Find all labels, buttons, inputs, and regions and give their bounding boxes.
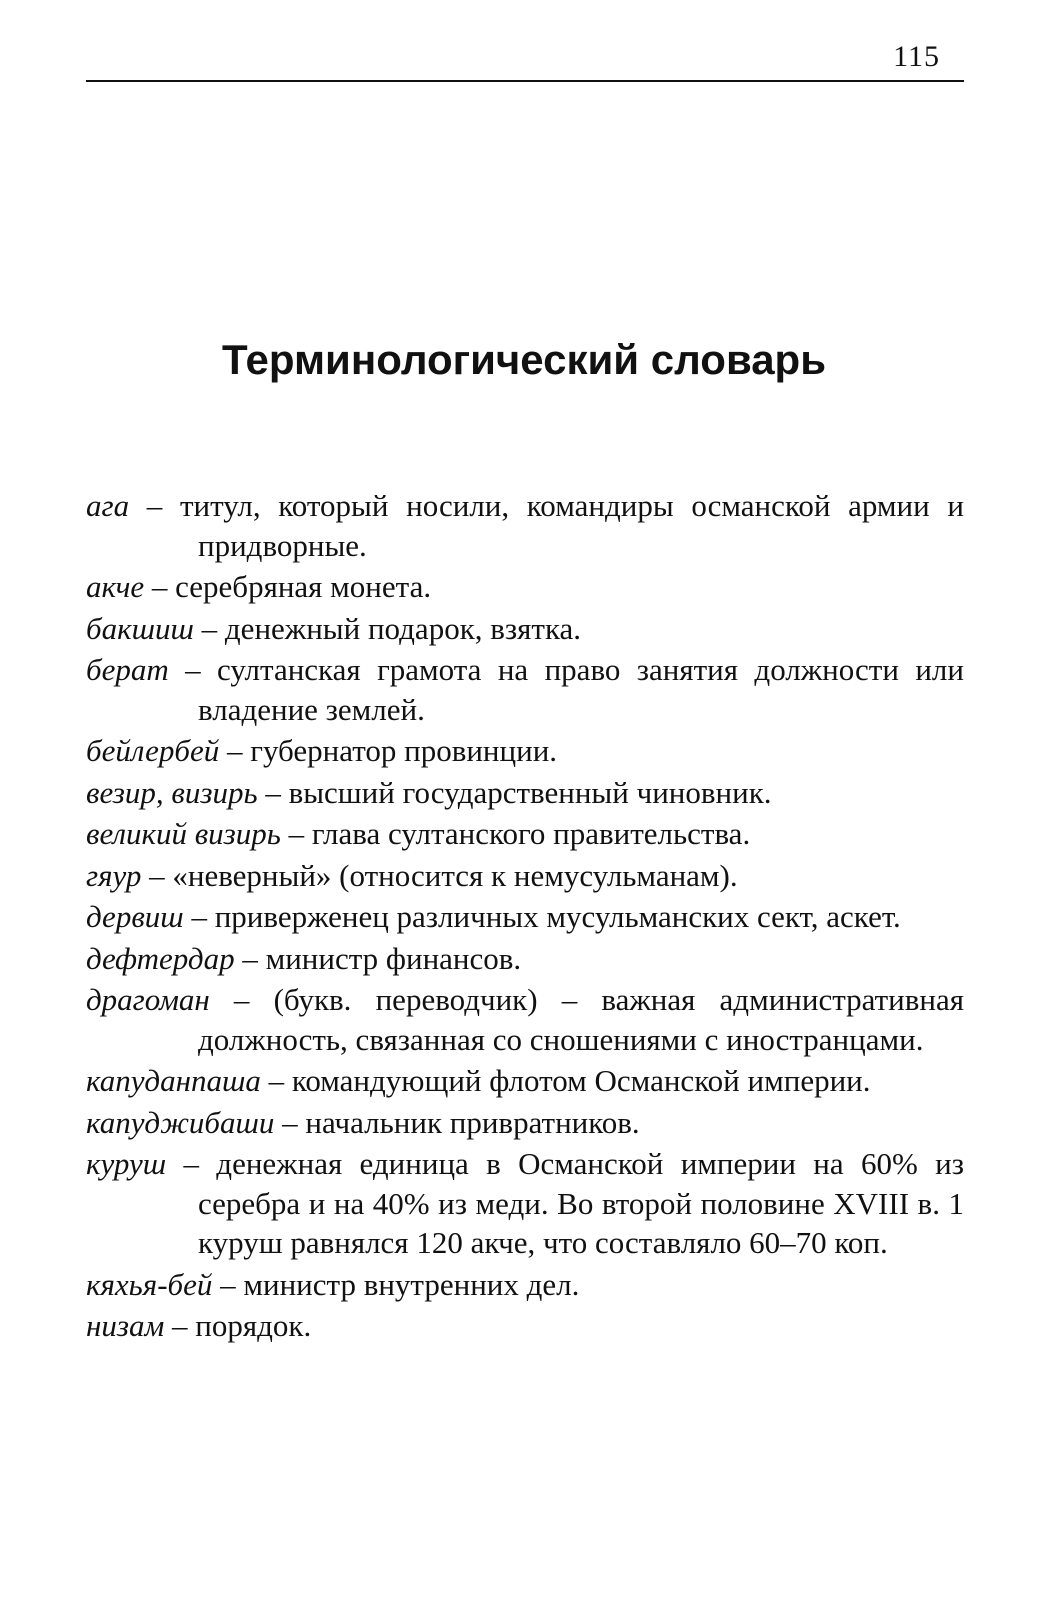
header-rule: [86, 80, 964, 82]
glossary-entry: [86, 939, 964, 979]
glossary-term: великий визирь: [86, 816, 281, 851]
glossary-entry: [86, 609, 964, 649]
glossary-entry: [86, 897, 964, 937]
page-title: Терминологический словарь: [221, 336, 827, 383]
glossary-definition: – султанская грамота на право занятия должности или владение землей.: [168, 652, 964, 727]
glossary-definition: – начальник привратников.: [274, 1104, 640, 1140]
glossary-entry: [86, 486, 964, 565]
glossary-entry: [86, 814, 964, 854]
glossary-entry: [86, 567, 964, 607]
glossary-entry: [86, 1061, 964, 1101]
glossary-definition: – губернатор провинции.: [219, 733, 558, 768]
glossary-term: гяур: [86, 857, 142, 893]
glossary-term: дервиш: [86, 899, 184, 934]
glossary-term: бейлербей: [86, 733, 220, 768]
glossary-entry: [86, 1144, 964, 1263]
glossary-term: ага: [86, 488, 130, 523]
glossary-definition: – (букв. переводчик) – важная административная должность, связанная со сношениями с иностранцами.: [198, 982, 964, 1057]
glossary-definition: – министр финансов.: [234, 940, 522, 976]
glossary-entry: [86, 856, 964, 896]
glossary-term: капуджибаши: [86, 1104, 275, 1140]
glossary-term: берат: [86, 652, 169, 687]
glossary-definition: – порядок.: [164, 1308, 312, 1343]
glossary-entry: [86, 1103, 964, 1143]
glossary-entry: [86, 650, 964, 729]
glossary-entry: [86, 980, 964, 1059]
glossary-entry: [86, 731, 964, 771]
glossary-definition: – титул, который носили, командиры османской армии и придворные.: [129, 488, 964, 563]
page-number: 115: [893, 40, 940, 73]
glossary-list: [86, 486, 964, 1348]
glossary-term: дефтердар: [86, 940, 235, 976]
glossary-definition: – глава султанского правительства.: [280, 816, 751, 851]
glossary-definition: – министр внутренних дел.: [212, 1266, 580, 1302]
glossary-term: капуданпаша: [86, 1063, 261, 1098]
glossary-definition: – командующий флотом Османской империи.: [260, 1063, 871, 1098]
glossary-term: драгоман: [86, 982, 210, 1017]
glossary-definition: – серебряная монета.: [144, 569, 432, 604]
glossary-entry: [86, 1265, 964, 1305]
glossary-term: кяхья-бей: [86, 1266, 213, 1302]
glossary-entry: [86, 1306, 964, 1346]
glossary-entry: [86, 773, 964, 813]
glossary-definition: – высший государственный чиновник.: [257, 774, 772, 810]
glossary-term: бакшиш: [86, 610, 194, 646]
glossary-definition: – «неверный» (относится к немусульманам).: [141, 857, 738, 893]
glossary-term: везир, визирь: [86, 774, 258, 810]
glossary-definition: – денежная единица в Османской империи на 60% из серебра и на 40% из меди. Во второй половине XVIII в. 1 куруш равнялся 120 акче, что составляло 60–70 коп.: [166, 1146, 964, 1260]
glossary-term: акче: [86, 569, 145, 604]
glossary-term: низам: [86, 1308, 165, 1343]
glossary-definition: – денежный подарок, взятка.: [193, 610, 582, 646]
glossary-definition: – приверженец различных мусульманских сект, аскет.: [183, 899, 901, 934]
glossary-term: куруш: [86, 1146, 167, 1181]
